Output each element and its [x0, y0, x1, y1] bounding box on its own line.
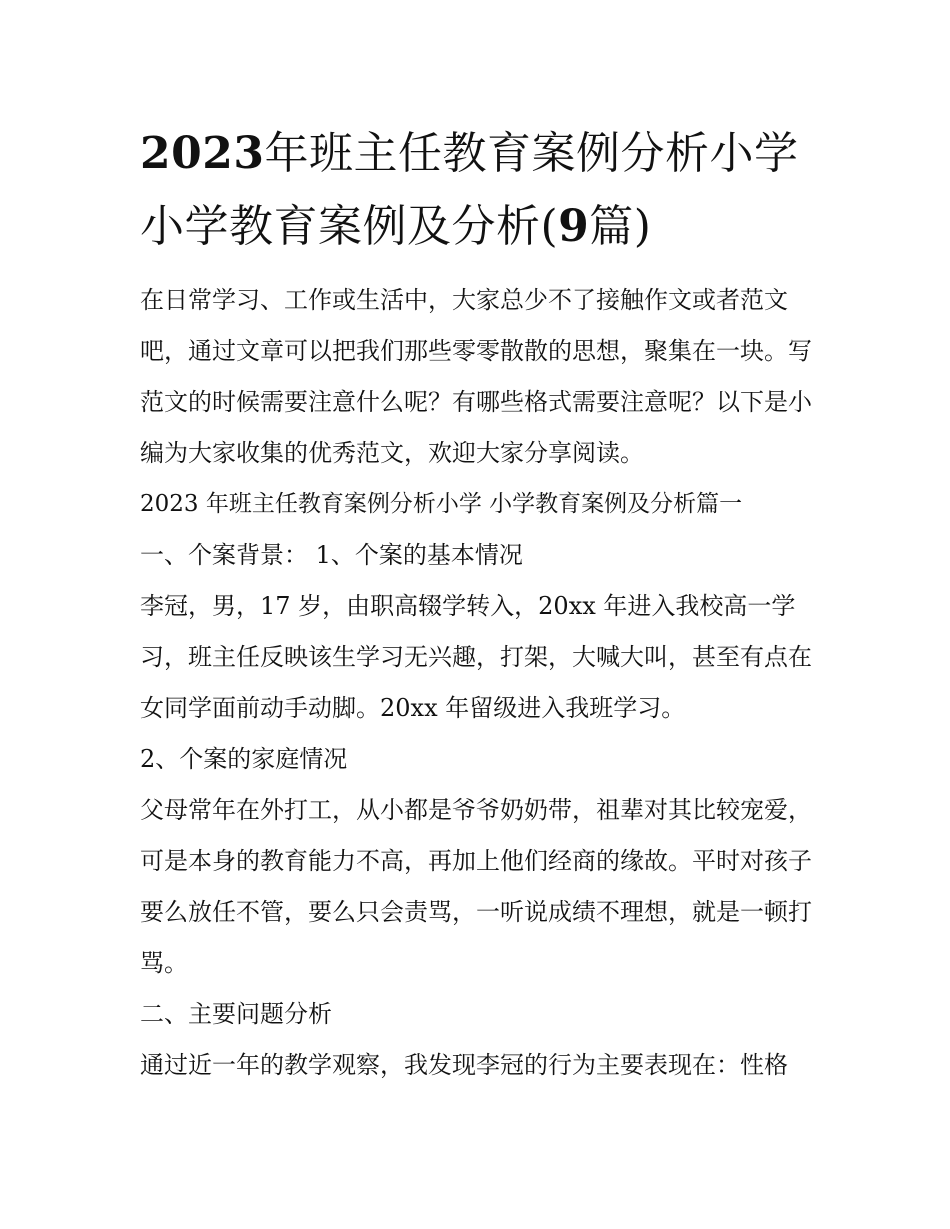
problem-analysis-heading: 二、主要问题分析	[140, 1000, 332, 1028]
document-title	[140, 117, 820, 263]
title-suffix: 篇)	[589, 201, 652, 252]
case-basic-info-paragraph: 李冠，男，17 岁，由职高辍学转入，20xx 年进入我校高一学习，班主任反映该生学习无兴趣，打架，大喊大叫，甚至有点在女同学面前动手动脚。20xx 年留级进入我班学习。	[140, 592, 812, 722]
case-background-heading: 一、个案背景： 1、个案的基本情况	[140, 541, 523, 569]
document-body	[140, 275, 820, 1091]
intro-paragraph: 在日常学习、工作或生活中，大家总少不了接触作文或者范文吧，通过文章可以把我们那些零零散散的思想，聚集在一块。写范文的时候需要注意什么呢？有哪些格式需要注意呢？以下是小编为大家收集的优秀范文，欢迎大家分享阅读。	[140, 286, 812, 467]
family-situation-heading: 2、个案的家庭情况	[140, 745, 348, 773]
title-year: 2023	[140, 128, 265, 179]
title-text: 年班主任教育案例分析小学 小学教育案例及分析(	[140, 128, 799, 252]
family-situation-paragraph: 父母常年在外打工，从小都是爷爷奶奶带，祖辈对其比较宠爱，可是本身的教育能力不高，再加上他们经商的缘故。平时对孩子要么放任不管，要么只会责骂，一听说成绩不理想，就是一顿打骂。	[140, 796, 812, 977]
problem-analysis-paragraph: 通过近一年的教学观察，我发现李冠的行为主要表现在：性格	[140, 1051, 788, 1079]
section-heading: 2023 年班主任教育案例分析小学 小学教育案例及分析篇一	[140, 491, 743, 517]
title-count: 9	[558, 201, 590, 252]
